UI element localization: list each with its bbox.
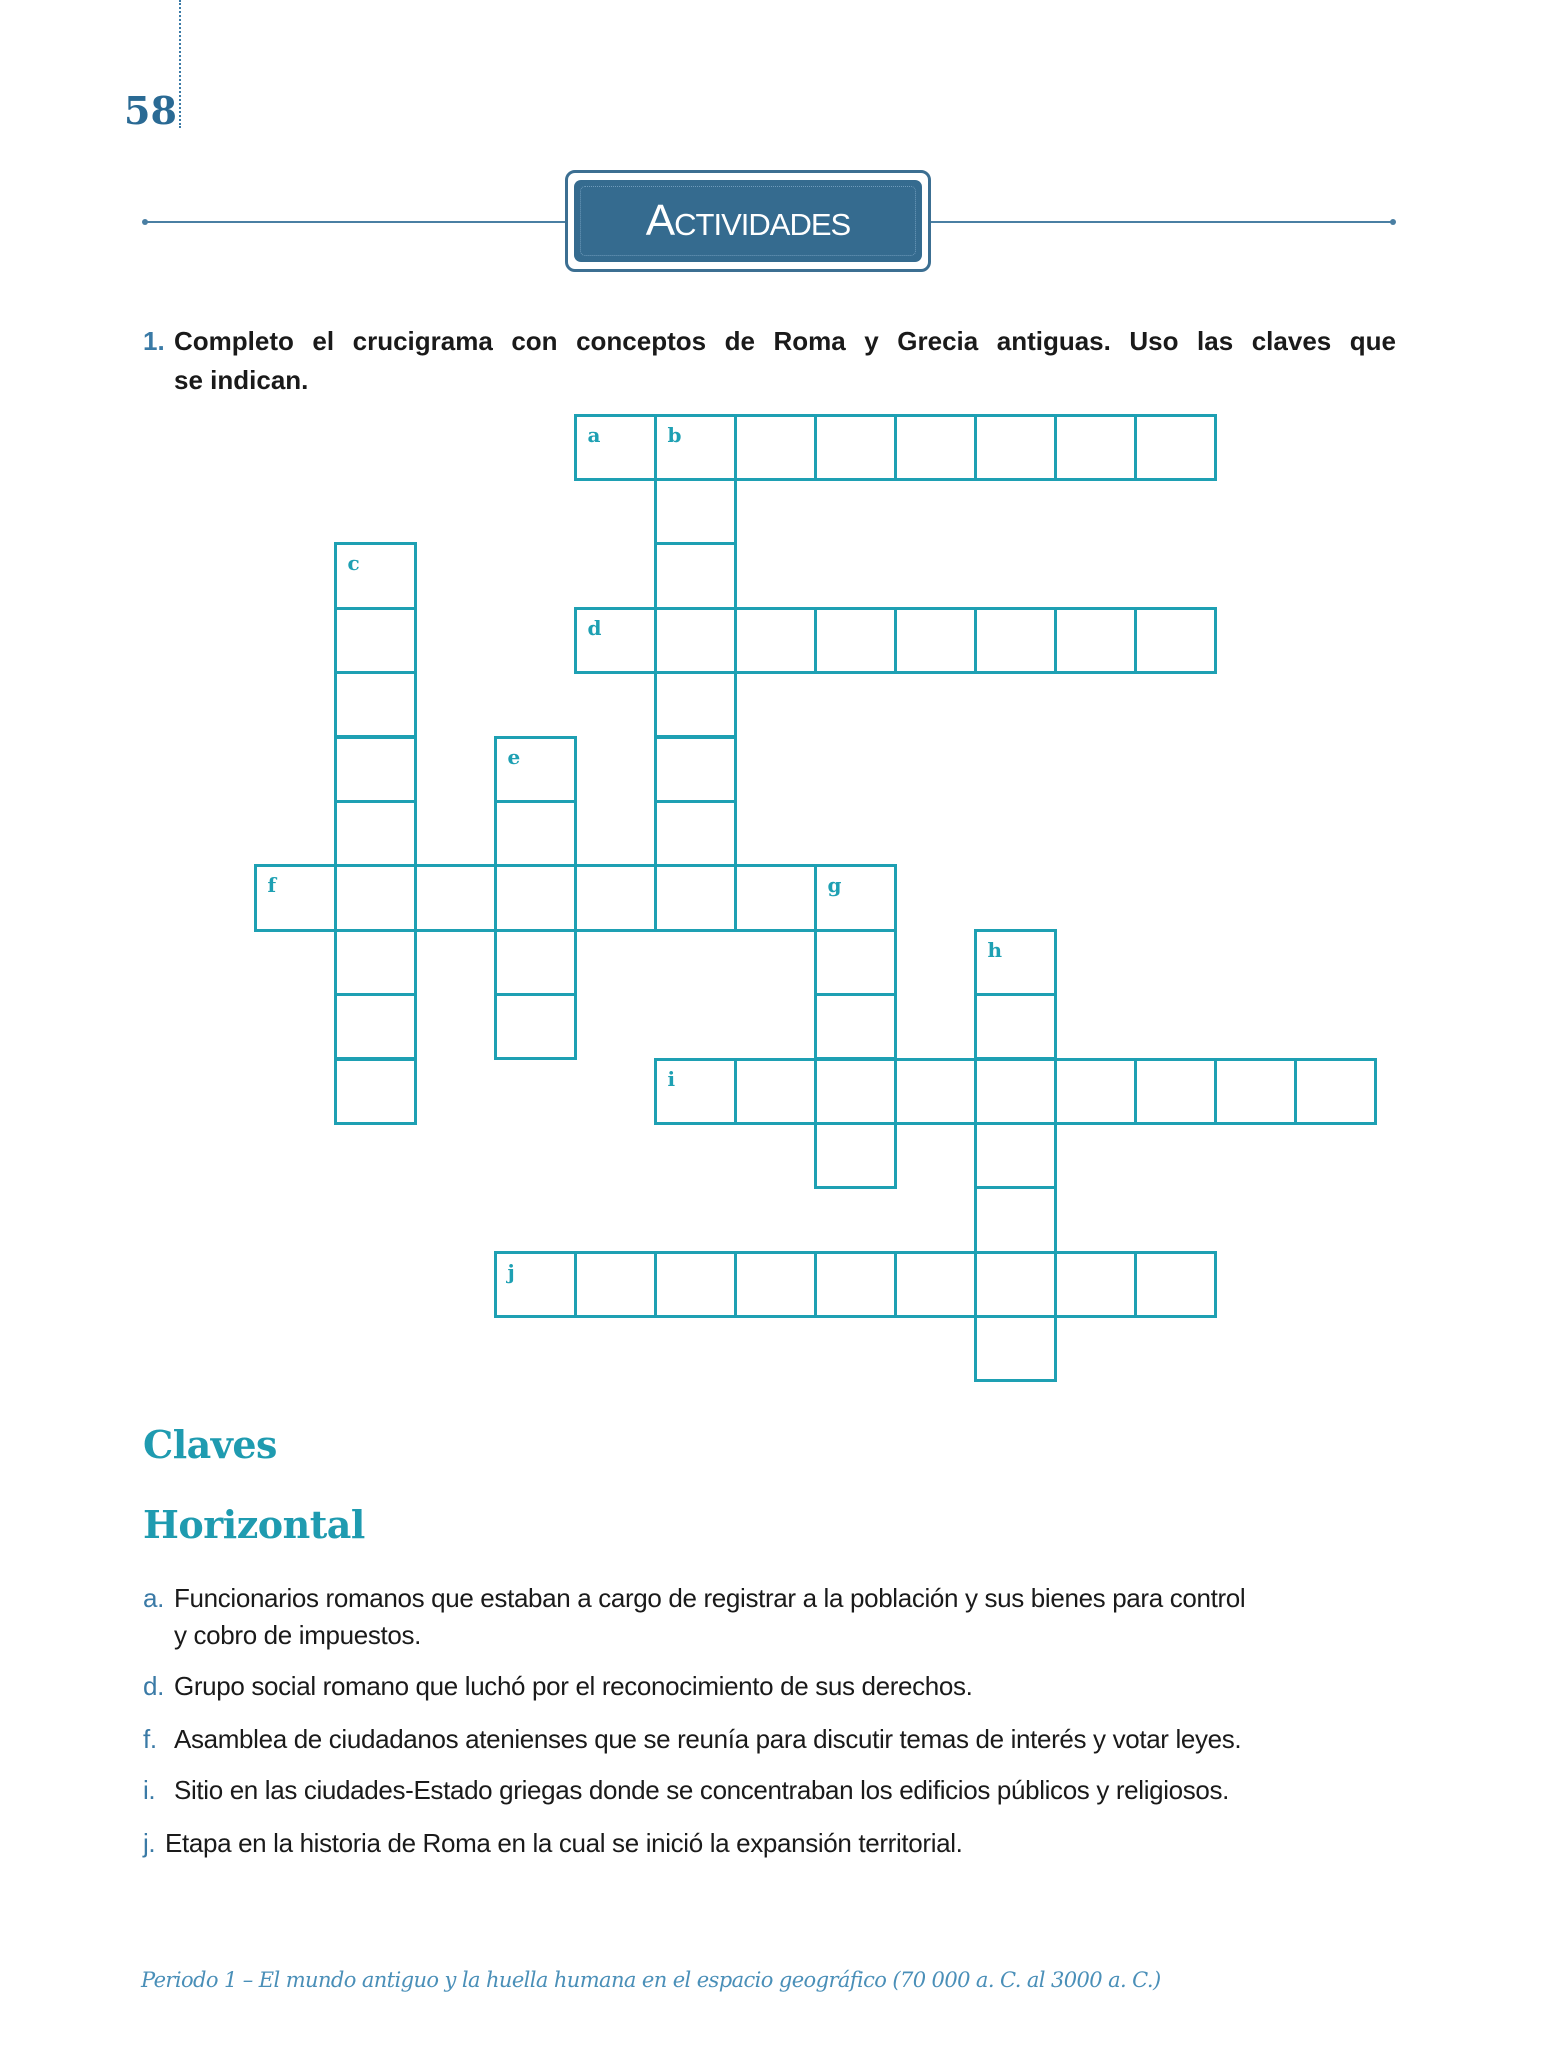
clue-a — [143, 1579, 1245, 1617]
crossword-cell[interactable] — [814, 1251, 897, 1318]
clue-f — [143, 1720, 1241, 1758]
crossword-cell[interactable] — [894, 1251, 977, 1318]
clue-text: Etapa en la historia de Roma en la cual se inició la expansión territorial. — [165, 1828, 963, 1858]
clue-number-label: g — [827, 873, 842, 898]
horizontal-heading: Horizontal — [143, 1502, 365, 1547]
crossword-cell[interactable] — [974, 929, 1057, 996]
crossword-cell[interactable] — [334, 1058, 417, 1125]
crossword-cell[interactable] — [334, 864, 417, 931]
clues-heading: Claves — [143, 1422, 277, 1467]
clue-label: a. — [143, 1583, 164, 1613]
crossword-cell[interactable] — [654, 671, 737, 738]
crossword-cell[interactable] — [494, 800, 577, 867]
crossword-cell[interactable] — [654, 800, 737, 867]
rule-end-dot — [142, 219, 148, 225]
clue-number-label: e — [507, 744, 521, 769]
crossword-cell[interactable] — [254, 864, 337, 931]
crossword-cell[interactable] — [974, 1251, 1057, 1318]
activity-instruction-cont: se indican. — [174, 365, 309, 395]
crossword-cell[interactable] — [654, 542, 737, 609]
crossword-cell[interactable] — [814, 864, 897, 931]
margin-dotted-line — [179, 0, 181, 128]
clue-number-label: c — [347, 551, 360, 576]
crossword-cell[interactable] — [974, 414, 1057, 481]
crossword-cell[interactable] — [974, 607, 1057, 674]
crossword-cell[interactable] — [334, 671, 417, 738]
activity-instruction: Completo el crucigrama con conceptos de Roma y Grecia antiguas. Uso las claves que — [174, 326, 1396, 356]
clue-number-label: b — [667, 422, 682, 447]
clue-text: Grupo social romano que luchó por el reconocimiento de sus derechos. — [174, 1671, 973, 1701]
crossword-cell[interactable] — [654, 864, 737, 931]
crossword-cell[interactable] — [974, 1315, 1057, 1382]
crossword-cell[interactable] — [814, 993, 897, 1060]
crossword-cell[interactable] — [1134, 1251, 1217, 1318]
crossword-cell[interactable] — [1134, 607, 1217, 674]
clue-text: Funcionarios romanos que estaban a cargo de registrar a la población y sus bienes para control — [174, 1583, 1246, 1613]
clue-j — [143, 1824, 963, 1862]
crossword-cell[interactable] — [1214, 1058, 1297, 1125]
crossword-cell[interactable] — [334, 800, 417, 867]
crossword-cell[interactable] — [334, 736, 417, 803]
crossword-cell[interactable] — [654, 1058, 737, 1125]
rule-end-dot — [1390, 219, 1396, 225]
clue-label: f. — [143, 1724, 157, 1754]
crossword-cell[interactable] — [334, 929, 417, 996]
crossword-cell[interactable] — [1134, 1058, 1217, 1125]
crossword-cell[interactable] — [574, 607, 657, 674]
crossword-cell[interactable] — [1054, 607, 1137, 674]
clue-number-label: a — [587, 422, 601, 447]
crossword-cell[interactable] — [974, 993, 1057, 1060]
crossword-cell[interactable] — [814, 1122, 897, 1189]
crossword-cell[interactable] — [734, 607, 817, 674]
clue-label: j. — [143, 1828, 156, 1858]
crossword-cell[interactable] — [974, 1186, 1057, 1253]
crossword-cell[interactable] — [574, 864, 657, 931]
crossword-cell[interactable] — [654, 1251, 737, 1318]
crossword-cell[interactable] — [1054, 414, 1137, 481]
crossword-cell[interactable] — [814, 607, 897, 674]
section-title-box — [565, 170, 931, 272]
clue-number-label: h — [987, 937, 1003, 962]
crossword-cell[interactable] — [574, 1251, 657, 1318]
clue-a-cont: y cobro de impuestos. — [174, 1620, 422, 1650]
crossword-cell[interactable] — [974, 1122, 1057, 1189]
crossword-cell[interactable] — [814, 929, 897, 996]
crossword-cell[interactable] — [494, 736, 577, 803]
crossword-cell[interactable] — [1294, 1058, 1377, 1125]
crossword-cell[interactable] — [654, 478, 737, 545]
crossword-cell[interactable] — [734, 414, 817, 481]
crossword-cell[interactable] — [974, 1058, 1057, 1125]
clue-number-label: f — [267, 873, 277, 898]
clue-text: Sitio en las ciudades-Estado griegas donde se concentraban los edificios públicos y religiosos. — [174, 1775, 1230, 1805]
clue-i — [143, 1771, 1229, 1809]
crossword-cell[interactable] — [574, 414, 657, 481]
crossword-cell[interactable] — [654, 607, 737, 674]
clue-number-label: j — [507, 1259, 515, 1284]
crossword-cell[interactable] — [1054, 1058, 1137, 1125]
activity-number: 1. — [143, 326, 165, 356]
clue-text: Asamblea de ciudadanos atenienses que se reunía para discutir temas de interés y votar leyes. — [174, 1724, 1242, 1754]
page-footer: Periodo 1 – El mundo antiguo y la huella humana en el espacio geográfico (70 000 a. C. al 3000 a. C.) — [141, 1968, 1161, 1992]
crossword-cell[interactable] — [654, 736, 737, 803]
crossword-cell[interactable] — [1134, 414, 1217, 481]
crossword-cell[interactable] — [814, 414, 897, 481]
clue-d — [143, 1667, 973, 1705]
crossword-cell[interactable] — [414, 864, 497, 931]
clue-number-label: i — [667, 1066, 676, 1091]
page-number: 58 — [124, 88, 177, 133]
clue-number-label: d — [587, 615, 602, 640]
crossword-cell[interactable] — [894, 1058, 977, 1125]
crossword-cell[interactable] — [494, 993, 577, 1060]
crossword-cell[interactable] — [894, 607, 977, 674]
crossword-grid — [255, 415, 1375, 1381]
crossword-cell[interactable] — [654, 414, 737, 481]
crossword-cell[interactable] — [334, 542, 417, 609]
crossword-cell[interactable] — [494, 864, 577, 931]
crossword-cell[interactable] — [334, 607, 417, 674]
crossword-cell[interactable] — [494, 1251, 577, 1318]
clue-label: i. — [143, 1775, 156, 1805]
crossword-cell[interactable] — [494, 929, 577, 996]
crossword-cell[interactable] — [734, 1058, 817, 1125]
crossword-cell[interactable] — [334, 993, 417, 1060]
crossword-cell[interactable] — [734, 1251, 817, 1318]
crossword-cell[interactable] — [814, 1058, 897, 1125]
section-title: Actividades — [645, 196, 851, 245]
clue-label: d. — [143, 1671, 164, 1701]
crossword-cell[interactable] — [1054, 1251, 1137, 1318]
crossword-cell[interactable] — [894, 414, 977, 481]
crossword-cell[interactable] — [734, 864, 817, 931]
